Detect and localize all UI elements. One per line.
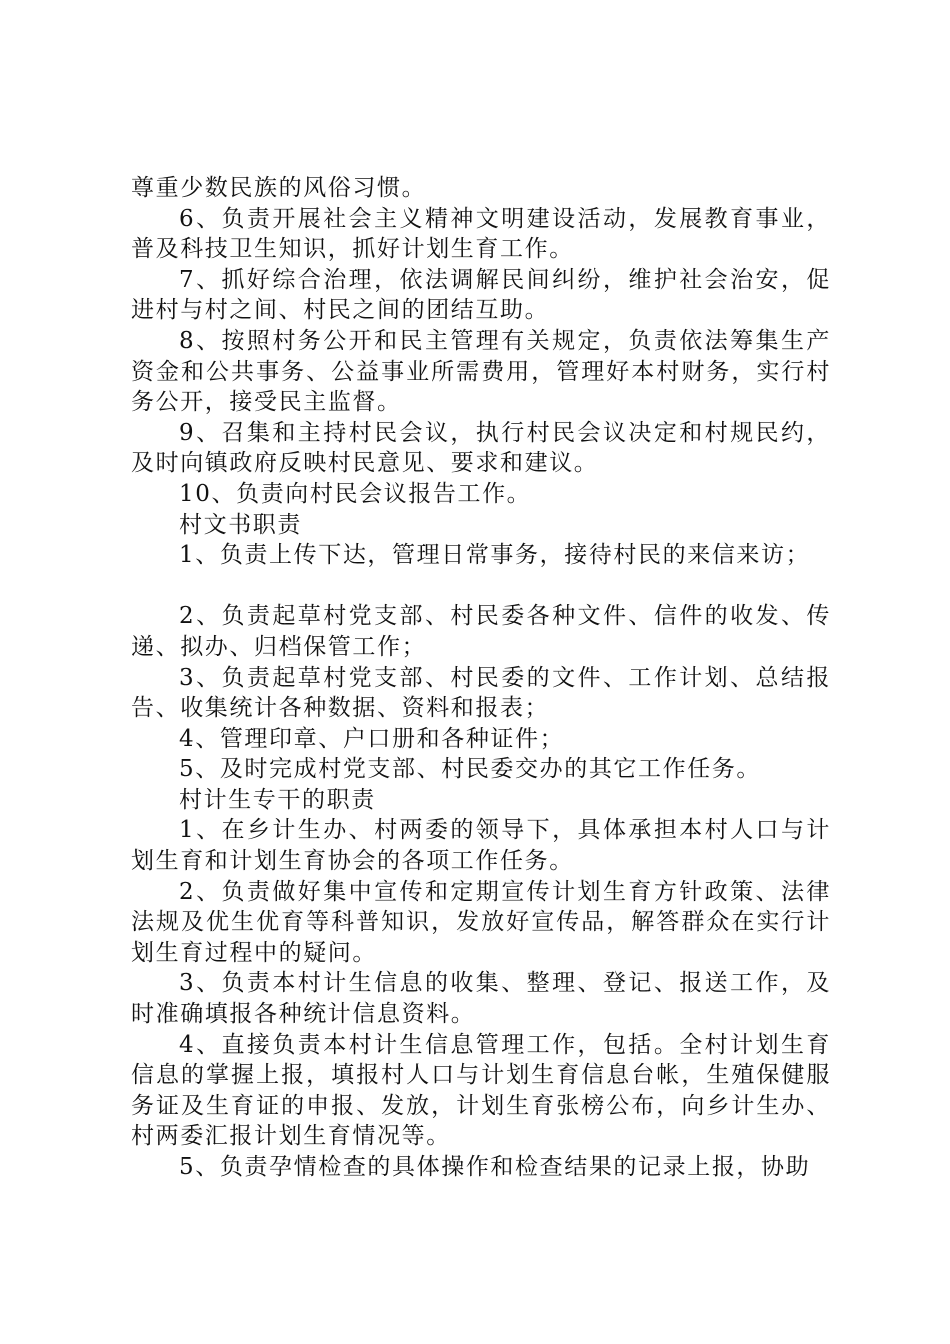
family-planning-item-5: 5、负责孕情检查的具体操作和检查结果的记录上报，协助 [179, 1154, 811, 1180]
paragraph-item-9: 9、召集和主持村民会议，执行村民会议决定和村规民约，及时向镇政府反映村民意见、要求和建议。 [131, 419, 831, 477]
blank-line [131, 571, 831, 602]
section-heading-clerk-duties: 村文书职责 [179, 511, 302, 538]
clerk-item-1: 1、负责上传下达，管理日常事务，接待村民的来信来访； [179, 542, 811, 569]
section-heading-family-planning-duties: 村计生专干的职责 [179, 786, 376, 813]
paragraph-item-8: 8、按照村务公开和民主管理有关规定，负责依法筹集生产资金和公共事务、公益事业所需费用，管理好本村财务，实行村务公开，接受民主监督。 [131, 327, 831, 416]
clerk-item-4: 4、管理印章、户口册和各种证件； [179, 725, 565, 752]
document-body [131, 173, 831, 1183]
paragraph-item-10: 10、负责向村民会议报告工作。 [179, 480, 532, 507]
paragraph-item-6: 6、负责开展社会主义精神文明建设活动，发展教育事业，普及科技卫生知识，抓好计划生育工作。 [131, 205, 831, 263]
paragraph-item-7: 7、抓好综合治理，依法调解民间纠纷，维护社会治安，促进村与村之间、村民之间的团结互助。 [131, 266, 831, 324]
family-planning-item-4: 4、直接负责本村计生信息管理工作，包括。全村计划生育信息的掌握上报，填报村人口与计划生育信息台帐，生殖保健服务证及生育证的申报、发放，计划生育张榜公布，向乡计生办、村两委汇报计划生育情况等。 [131, 1031, 831, 1150]
clerk-item-2: 2、负责起草村党支部、村民委各种文件、信件的收发、传递、拟办、归档保管工作； [131, 603, 831, 660]
clerk-item-5: 5、及时完成村党支部、村民委交办的其它工作任务。 [179, 756, 762, 783]
family-planning-item-2: 2、负责做好集中宣传和定期宣传计划生育方针政策、法律法规及优生优育等科普知识，发放好宣传品，解答群众在实行计划生育过程中的疑问。 [131, 878, 831, 966]
clerk-item-3: 3、负责起草村党支部、村民委的文件、工作计划、总结报告、收集统计各种数据、资料和报表； [131, 664, 831, 722]
paragraph-continuation: 尊重少数民族的风俗习惯。 [131, 175, 427, 201]
family-planning-item-3: 3、负责本村计生信息的收集、整理、登记、报送工作，及时准确填报各种统计信息资料。 [131, 970, 831, 1028]
family-planning-item-1: 1、在乡计生办、村两委的领导下，具体承担本村人口与计划生育和计划生育协会的各项工作任务。 [131, 817, 831, 875]
